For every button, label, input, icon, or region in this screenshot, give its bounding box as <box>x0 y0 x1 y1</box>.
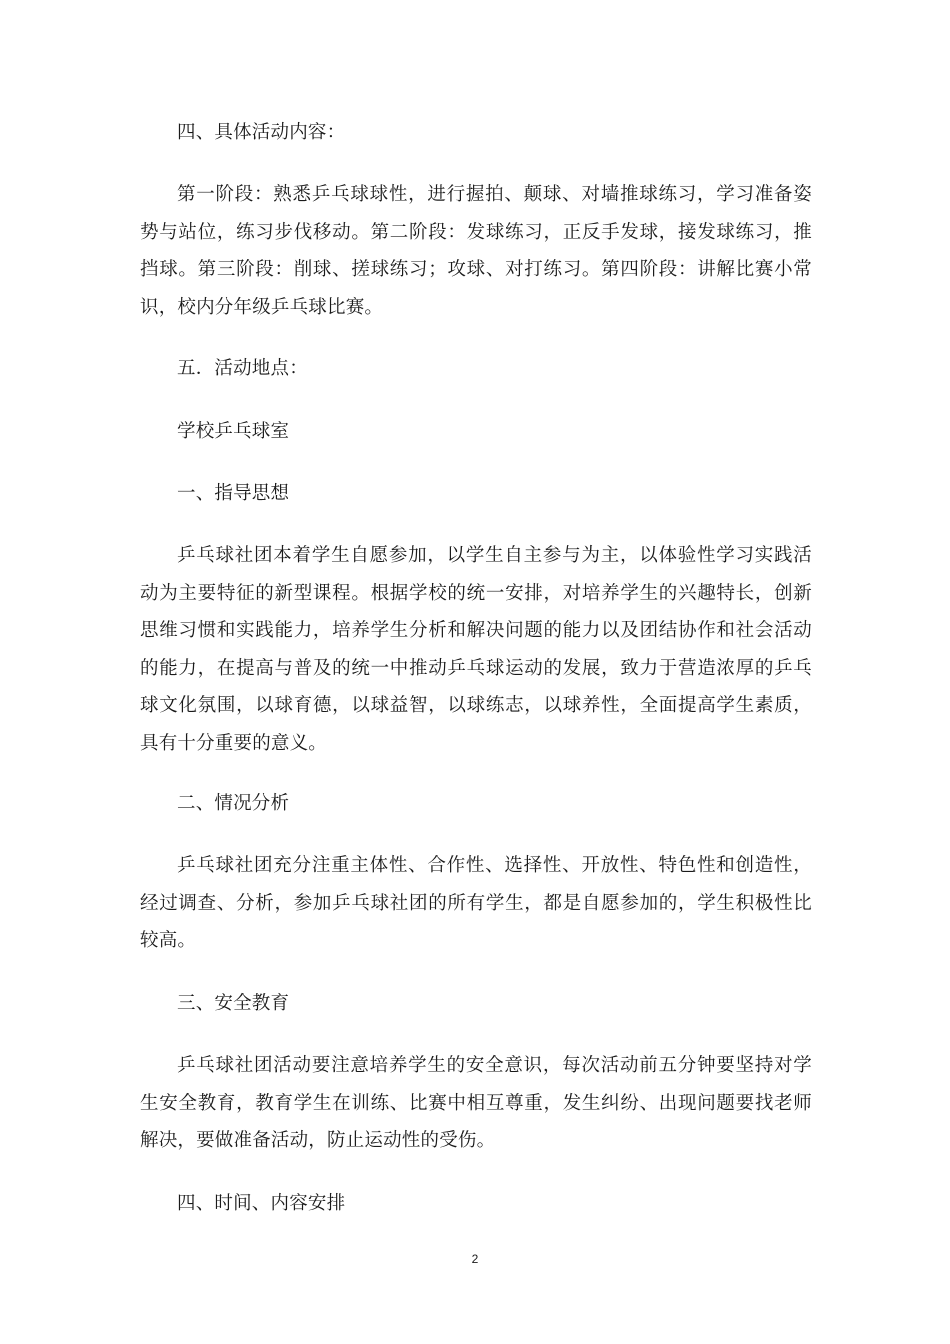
section-heading-schedule: 四、时间、内容安排 <box>177 1193 346 1214</box>
paragraph-activity-stages: 第一阶段：熟悉乒乓球球性，进行握拍、颠球、对墙推球练习，学习准备姿势与站位，练习步伐移动。第二阶段：发球练习，正反手发球，接发球练习，推挡球。第三阶段：削球、搓球练习；攻球、对打练习。第四阶段：讲解比赛小常识，校内分年级乒乓球比赛。 <box>140 184 812 318</box>
section-heading-safety-education: 三、安全教育 <box>177 993 290 1014</box>
paragraph-activity-location: 学校乒乓球室 <box>177 421 290 442</box>
section-heading-situation-analysis: 二、情况分析 <box>177 793 290 814</box>
page-number: 2 <box>471 1252 479 1266</box>
paragraph-safety-education: 乒乓球社团活动要注意培养学生的安全意识，每次活动前五分钟要坚持对学生安全教育，教育学生在训练、比赛中相互尊重，发生纠纷、出现问题要找老师解决，要做准备活动，防止运动性的受伤。 <box>140 1055 812 1151</box>
section-heading-activity-location: 五．活动地点： <box>177 358 308 379</box>
paragraph-guiding-ideology: 乒乓球社团本着学生自愿参加，以学生自主参与为主，以体验性学习实践活动为主要特征的新型课程。根据学校的统一安排，对培养学生的兴趣特长，创新思维习惯和实践能力，培养学生分析和解决问题的能力以及团结协作和社会活动的能力，在提高与普及的统一中推动乒乓球运动的发展，致力于营造浓厚的乒乓球文化氛围，以球育德，以球益智，以球练志，以球养性，全面提高学生素质，具有十分重要的意义。 <box>140 545 812 754</box>
section-heading-guiding-ideology: 一、指导思想 <box>177 483 290 504</box>
paragraph-situation-analysis: 乒乓球社团充分注重主体性、合作性、选择性、开放性、特色性和创造性，经过调查、分析，参加乒乓球社团的所有学生，都是自愿参加的，学生积极性比较高。 <box>140 855 812 951</box>
section-heading-activity-content: 四、具体活动内容： <box>177 122 346 143</box>
